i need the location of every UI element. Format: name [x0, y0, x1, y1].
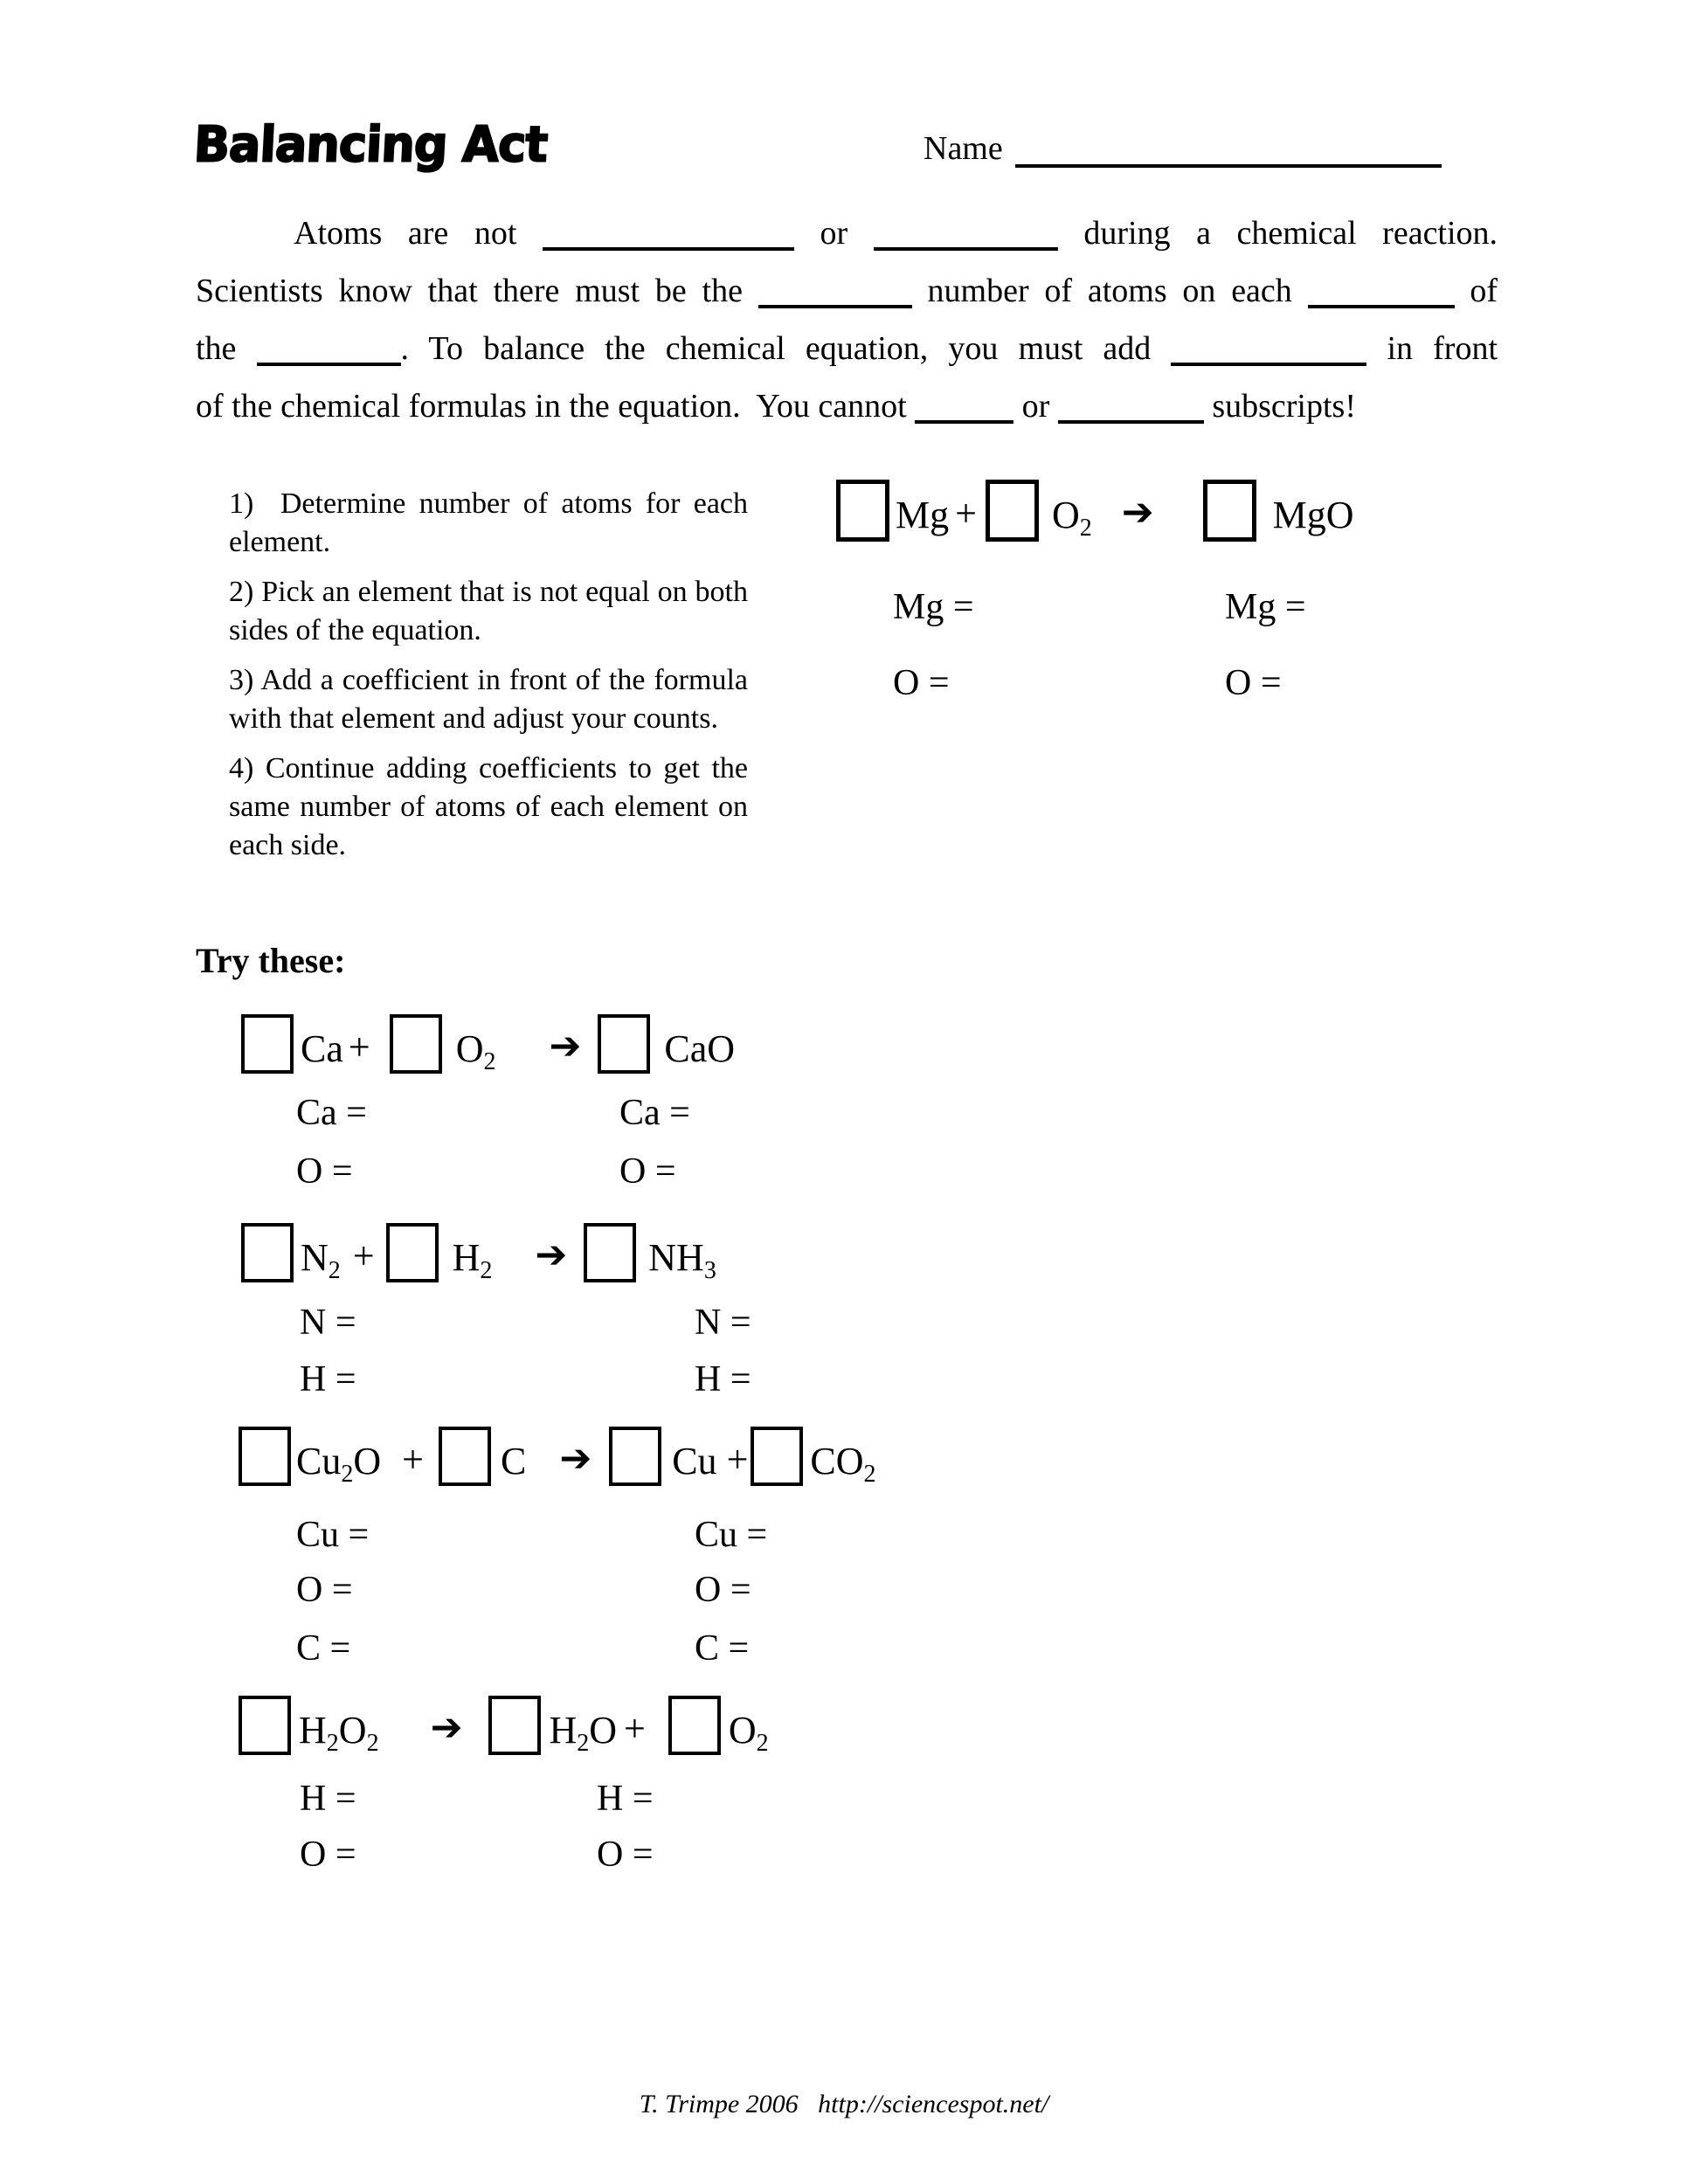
coefficient-box[interactable] [609, 1427, 661, 1486]
intro-line-2 [196, 262, 1498, 320]
step-2: 2) Pick an element that is not equal on both sides of the equation. [229, 576, 748, 646]
coefficient-box[interactable] [439, 1427, 491, 1486]
intro-text: of the chemical formulas in the equation. You cannot [196, 388, 907, 425]
intro-text: Scientists know that there must be the [196, 273, 743, 309]
count-label: H = [300, 1779, 356, 1819]
formula-cao: CaO [664, 1026, 736, 1070]
count-label: N = [300, 1303, 356, 1343]
intro-text: number of atoms on each [927, 273, 1292, 309]
count-label: O = [1225, 663, 1282, 703]
name-row [924, 129, 1442, 168]
coefficient-box[interactable] [1203, 480, 1256, 542]
formula-o2: $O_2$ [728, 1708, 769, 1757]
count-label: O = [695, 1570, 751, 1610]
coefficient-box[interactable] [668, 1696, 721, 1755]
count-label: O = [296, 1570, 353, 1610]
count-label: O = [893, 663, 950, 703]
coefficient-box[interactable] [241, 1014, 294, 1074]
instructions-list [229, 485, 748, 876]
count-label: Mg = [1225, 587, 1306, 627]
count-label: Ca = [619, 1093, 690, 1133]
intro-text: Atoms are not [294, 215, 517, 252]
intro-blank-2[interactable] [874, 221, 1058, 251]
count-label: H = [695, 1359, 751, 1400]
coefficient-box[interactable] [598, 1014, 650, 1074]
coefficient-box[interactable] [239, 1696, 291, 1755]
arrow-right-icon: ➔ [1121, 490, 1154, 535]
formula-n2: $N_2$ [301, 1235, 341, 1284]
equation-2 [241, 1223, 716, 1282]
coefficient-box[interactable] [751, 1427, 803, 1486]
arrow-right-icon: ➔ [559, 1435, 592, 1481]
plus-sign: + [726, 1437, 749, 1481]
intro-text: in front [1387, 330, 1498, 367]
page-title: Balancing Act [192, 115, 549, 174]
formula-h2o2: $H_2O_2$ [299, 1708, 379, 1757]
count-label: O = [619, 1151, 676, 1192]
formula-c: C [500, 1439, 527, 1482]
intro-blank-5[interactable] [257, 336, 401, 366]
count-label: H = [300, 1359, 356, 1400]
coefficient-box[interactable] [386, 1223, 439, 1282]
count-label: N = [695, 1303, 751, 1343]
formula-mg: Mg [896, 494, 950, 536]
formula-o2: $O_2$ [455, 1026, 496, 1075]
intro-line-1 [196, 204, 1498, 262]
count-label: Ca = [296, 1093, 367, 1133]
intro-text: of [1470, 273, 1498, 309]
intro-text: the [196, 330, 237, 367]
coefficient-box[interactable] [239, 1427, 291, 1486]
count-label: O = [296, 1151, 353, 1192]
coefficient-box[interactable] [241, 1223, 294, 1282]
coefficient-box[interactable] [986, 480, 1039, 542]
intro-text: during a chemical reaction. [1083, 215, 1498, 252]
try-these-heading: Try these: [196, 941, 346, 980]
count-label: Cu = [695, 1515, 768, 1555]
arrow-right-icon: ➔ [535, 1232, 568, 1277]
intro-blank-4[interactable] [1308, 279, 1455, 308]
plus-sign: + [402, 1437, 424, 1481]
plus-sign: + [348, 1025, 370, 1068]
formula-nh3: $NH_3$ [648, 1235, 716, 1284]
intro-text: . To balance the chemical equation, you must add [400, 330, 1152, 367]
count-label: C = [296, 1628, 351, 1669]
step-4: 4) Continue adding coefficients to get the same number of atoms of each element on each side. [229, 752, 748, 861]
intro-line-3 [196, 320, 1498, 377]
plus-sign: + [352, 1234, 375, 1277]
count-label: H = [597, 1779, 654, 1819]
intro-text: or [1021, 388, 1050, 425]
intro-line-4 [196, 377, 1498, 435]
formula-cu: Cu [672, 1439, 717, 1482]
count-label: O = [597, 1835, 654, 1875]
intro-blank-7[interactable] [915, 394, 1013, 424]
intro-blank-1[interactable] [543, 221, 794, 251]
count-label: C = [695, 1628, 750, 1669]
equation-1 [241, 1014, 735, 1074]
coefficient-box[interactable] [390, 1014, 442, 1074]
coefficient-box[interactable] [584, 1223, 636, 1282]
step-3: 3) Add a coefficient in front of the formula with that element and adjust your counts. [229, 664, 748, 735]
equation-4 [239, 1696, 769, 1755]
count-label: Mg = [893, 587, 974, 627]
formula-co2: $CO_2$ [810, 1439, 876, 1488]
intro-text: or [820, 215, 848, 252]
intro-text: subscripts! [1212, 388, 1356, 425]
intro-blank-3[interactable] [758, 279, 912, 308]
plus-sign: + [955, 492, 977, 535]
intro-blank-8[interactable] [1058, 394, 1204, 424]
plus-sign: + [624, 1706, 646, 1750]
equation-3 [239, 1427, 876, 1486]
formula-mgo: MgO [1272, 494, 1354, 536]
formula-ca: Ca [301, 1026, 343, 1070]
formula-cu2o: $Cu_2O$ [296, 1439, 382, 1488]
arrow-right-icon: ➔ [549, 1023, 582, 1068]
intro-blank-6[interactable] [1171, 336, 1366, 366]
footer-credit: T. Trimpe 2006 http://sciencespot.net/ [639, 2090, 1049, 2118]
coefficient-box[interactable] [836, 480, 889, 542]
count-label: Cu = [296, 1515, 370, 1555]
formula-h2: $H_2$ [452, 1235, 493, 1284]
intro-paragraph [196, 204, 1498, 435]
step-1: 1) Determine number of atoms for each element. [229, 487, 748, 558]
name-label: Name [924, 130, 1003, 167]
formula-o2: $O_2$ [1051, 494, 1092, 542]
coefficient-box[interactable] [488, 1696, 541, 1755]
arrow-right-icon: ➔ [430, 1704, 463, 1750]
name-blank[interactable] [1015, 129, 1442, 168]
formula-h2o: $H_2O$ [549, 1708, 617, 1757]
example-equation [836, 480, 1354, 542]
count-label: O = [300, 1835, 356, 1875]
